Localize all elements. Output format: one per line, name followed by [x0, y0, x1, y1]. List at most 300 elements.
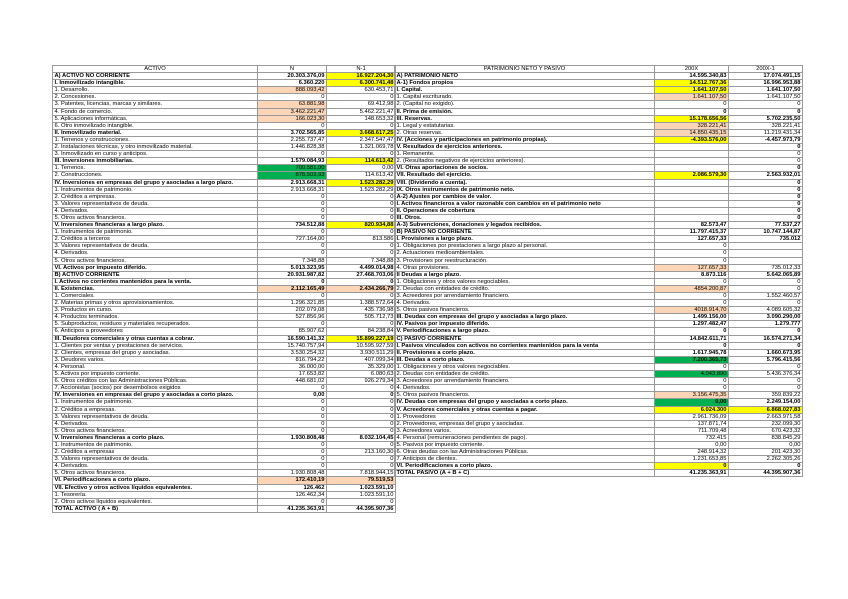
- value-current: 16.590.141,32: [258, 335, 327, 342]
- table-row: [395, 285, 803, 292]
- table-row: [53, 236, 396, 243]
- column-header: N: [258, 66, 327, 73]
- row-label: 2. Deudas con entidades de crédito.: [395, 285, 655, 292]
- value-current: 2.112.165,49: [258, 285, 327, 292]
- row-label: A) ACTIVO NO CORRIENTE: [53, 73, 258, 80]
- table-row: [395, 108, 803, 115]
- table-row: [395, 257, 803, 264]
- value-current: 734.512,88: [258, 222, 327, 229]
- row-label: A) PATRIMONIO NETO: [395, 73, 655, 80]
- row-label: V. Acreedores comerciales y otras cuentas a pagar.: [395, 406, 655, 413]
- row-label: 5. Otros activos financieros.: [53, 257, 258, 264]
- value-current: 1.641.107,50: [655, 87, 729, 94]
- value-current: 0: [655, 463, 729, 470]
- table-row: [395, 293, 803, 300]
- table-row: [395, 214, 803, 221]
- value-current: 1.579.084,93: [258, 158, 327, 165]
- value-current: 126.462,34: [258, 491, 327, 498]
- value-previous: 0: [327, 278, 396, 285]
- table-row: [53, 427, 396, 434]
- value-previous: 0: [729, 207, 803, 214]
- value-previous: 35.329,00: [327, 363, 396, 370]
- value-current: 0: [258, 293, 327, 300]
- table-row: [395, 392, 803, 399]
- value-previous: 213.160,30: [327, 449, 396, 456]
- row-label: V. Periodificaciones a largo plazo.: [395, 328, 655, 335]
- value-previous: 0: [729, 363, 803, 370]
- value-current: 85.907,62: [258, 328, 327, 335]
- row-label: 6. Otro inmovilizado intangible.: [53, 122, 258, 129]
- table-row: [53, 413, 396, 420]
- value-previous: 2.434.266,79: [327, 285, 396, 292]
- table-row: [53, 108, 396, 115]
- row-label: B) ACTIVO CORRIENTE: [53, 271, 258, 278]
- value-current: 0: [655, 278, 729, 285]
- value-previous: 2.249.154,00: [729, 399, 803, 406]
- value-previous: 6.300.741,48: [327, 80, 396, 87]
- value-current: 0: [655, 101, 729, 108]
- table-row: [53, 456, 396, 463]
- row-label: III. Otros.: [395, 214, 655, 221]
- table-row: [53, 434, 396, 441]
- value-current: 63.881,98: [258, 101, 327, 108]
- row-label: 3. Inmovilizado en curso y anticipos.: [53, 151, 258, 158]
- row-label: I. Inmovilizado intangible.: [53, 80, 258, 87]
- table-row: [53, 314, 396, 321]
- value-previous: 0: [729, 158, 803, 165]
- value-current: 0: [258, 463, 327, 470]
- value-current: 0: [258, 151, 327, 158]
- table-row: [53, 115, 396, 122]
- row-label: 1. Obligaciones y otros valores negociables.: [395, 363, 655, 370]
- value-current: 732.415: [655, 434, 729, 441]
- value-current: [655, 186, 729, 193]
- row-label: 1. Remanente.: [395, 151, 655, 158]
- table-row: [53, 179, 396, 186]
- table-row: [395, 94, 803, 101]
- row-label: 2. Materias primas y otros aprovisionamientos.: [53, 300, 258, 307]
- row-label: I. Provisiones a largo plazo.: [395, 236, 655, 243]
- value-previous: 0: [327, 456, 396, 463]
- value-previous: 114.613,42: [327, 158, 396, 165]
- value-previous: 0: [729, 144, 803, 151]
- value-previous: 7.348,88: [327, 257, 396, 264]
- row-label: 5. Otros pasivos financieros.: [395, 307, 655, 314]
- table-row: [395, 314, 803, 321]
- table-row: [395, 158, 803, 165]
- table-row: [53, 214, 396, 221]
- value-previous: 0: [729, 108, 803, 115]
- value-current: 0: [258, 406, 327, 413]
- table-row: [395, 172, 803, 179]
- row-label: 3. Acreedores por arrendamiento financiero.: [395, 378, 655, 385]
- row-label: 2. Proveedores, empresas del grupo y asociadas.: [395, 420, 655, 427]
- table-row: [53, 498, 396, 505]
- row-label: 3. Acreedores por arrendamiento financiero.: [395, 293, 655, 300]
- value-current: 127.657,33: [655, 236, 729, 243]
- value-previous: 16.574.271,34: [729, 335, 803, 342]
- table-row: [53, 229, 396, 236]
- value-current: [655, 193, 729, 200]
- column-header: 200X-1: [729, 66, 803, 73]
- table-row: [395, 349, 803, 356]
- value-previous: 0: [729, 186, 803, 193]
- value-previous: 0: [729, 385, 803, 392]
- table-row: [53, 278, 396, 285]
- value-current: 248.914,32: [655, 449, 729, 456]
- value-previous: 0: [327, 392, 396, 399]
- row-label: 5. Activos por impuesto corriente.: [53, 371, 258, 378]
- row-label: 1. Instrumentos de patrimonio.: [53, 229, 258, 236]
- value-current: [655, 179, 729, 186]
- value-previous: 6.868.027,83: [729, 406, 803, 413]
- table-row: [395, 456, 803, 463]
- row-label: 2. Deudas con entidades de crédito.: [395, 371, 655, 378]
- table-row: [395, 342, 803, 349]
- value-current: 0: [258, 456, 327, 463]
- table-row: [53, 285, 396, 292]
- value-previous: [729, 243, 803, 250]
- table-row: [395, 328, 803, 335]
- value-previous: 0: [327, 498, 396, 505]
- value-current: 0: [655, 328, 729, 335]
- table-row: [395, 129, 803, 136]
- table-row: [395, 441, 803, 448]
- table-row: [53, 200, 396, 207]
- value-previous: 2.347.547,47: [327, 136, 396, 143]
- value-previous: 0: [327, 214, 396, 221]
- table-row: [53, 222, 396, 229]
- row-label: 1. Desarrollo.: [53, 87, 258, 94]
- value-current: 4018.914,70: [655, 307, 729, 314]
- value-previous: [729, 257, 803, 264]
- value-previous: 5.436.376,34: [729, 371, 803, 378]
- row-label: 2. Otros activos líquidos equivalentes.: [53, 498, 258, 505]
- value-previous: 0: [327, 406, 396, 413]
- table-row: [53, 342, 396, 349]
- table-row: [395, 356, 803, 363]
- value-previous: 1.523.282,29: [327, 186, 396, 193]
- value-current: 11.797.415,37: [655, 229, 729, 236]
- value-current: 0: [258, 413, 327, 420]
- value-previous: 0: [729, 151, 803, 158]
- value-previous: 0: [327, 229, 396, 236]
- value-previous: 0: [729, 342, 803, 349]
- row-label: 2. (Capital no exigido).: [395, 101, 655, 108]
- table-row: [395, 406, 803, 413]
- table-row: [395, 165, 803, 172]
- row-label: 2. Concesiones.: [53, 94, 258, 101]
- value-current: 0,00: [655, 441, 729, 448]
- table-row: [53, 264, 396, 271]
- value-current: 14.842.611,71: [655, 335, 729, 342]
- row-label: 4. Derivados.: [53, 250, 258, 257]
- value-previous: 0: [327, 385, 396, 392]
- value-current: -4.393.576,00: [655, 136, 729, 143]
- row-label: 2. Instalaciones técnicas, y otro inmovilizado material.: [53, 144, 258, 151]
- value-previous: 0: [327, 200, 396, 207]
- table-row: [53, 477, 396, 484]
- row-label: 2. Clientes, empresas del grupo y asociadas.: [53, 349, 258, 356]
- pasivo-table: [394, 65, 803, 477]
- value-current: 5.013.323,95: [258, 264, 327, 271]
- table-row: [53, 371, 396, 378]
- column-header: PATRIMONIO NETO Y PASIVO: [395, 66, 655, 73]
- row-label: II. Existencias.: [53, 285, 258, 292]
- row-label: 2. Construcciones.: [53, 172, 258, 179]
- value-previous: 114.613,42: [327, 172, 396, 179]
- row-label: IV. Inversiones en empresas del grupo y asociadas a corto plazo.: [53, 392, 258, 399]
- value-previous: 505.712,73: [327, 314, 396, 321]
- table-row: [395, 122, 803, 129]
- value-current: 0: [258, 193, 327, 200]
- value-previous: 232.099,30: [729, 420, 803, 427]
- value-previous: 813.586: [327, 236, 396, 243]
- value-previous: 1.279.777: [729, 321, 803, 328]
- row-label: 1. Legal y estatutarias.: [395, 122, 655, 129]
- table-row: [53, 158, 396, 165]
- value-current: 0,00: [655, 399, 729, 406]
- value-previous: 0: [327, 427, 396, 434]
- row-label: I. Activos financieros a valor razonable con cambios en el patrimonio neto: [395, 200, 655, 207]
- table-row: [395, 378, 803, 385]
- table-row: [53, 300, 396, 307]
- table-row: [395, 300, 803, 307]
- row-label: VIII. (Dividendo a cuenta).: [395, 179, 655, 186]
- table-row: [395, 335, 803, 342]
- table-row: [53, 491, 396, 498]
- table-row: [395, 193, 803, 200]
- row-label: A-1) Fondos propios: [395, 80, 655, 87]
- table-row: [53, 363, 396, 370]
- row-label: 3. Valores representativos de deuda.: [53, 200, 258, 207]
- row-label: 4. Fondo de comercio.: [53, 108, 258, 115]
- value-previous: 0: [729, 328, 803, 335]
- value-previous: 16.927.204,30: [327, 73, 396, 80]
- table-row: [53, 505, 396, 512]
- row-label: B) PASIVO NO CORRIENTE: [395, 229, 655, 236]
- row-label: III. Deudas a corto plazo.: [395, 356, 655, 363]
- value-previous: 0: [327, 122, 396, 129]
- table-row: [53, 420, 396, 427]
- row-label: A-2) Ajustes por cambios de valor.: [395, 193, 655, 200]
- value-previous: 3.930.511,29: [327, 349, 396, 356]
- table-row: [395, 470, 803, 477]
- value-current: 2.913.668,31: [258, 186, 327, 193]
- value-previous: -4.457.973,79: [729, 136, 803, 143]
- value-current: 878.503,93: [258, 172, 327, 179]
- row-label: 3. Productos en curso.: [53, 307, 258, 314]
- row-label: IX. Otros instrumentos de patrimonio neto.: [395, 186, 655, 193]
- right-header-row: [395, 66, 803, 73]
- row-label: V. Inversiones financieras a corto plazo.: [53, 434, 258, 441]
- table-row: [53, 207, 396, 214]
- row-label: 4. Derivados.: [395, 300, 655, 307]
- value-previous: 0: [729, 378, 803, 385]
- value-current: 4854.200,87: [655, 285, 729, 292]
- table-row: [53, 356, 396, 363]
- value-current: 1.297.482,47: [655, 321, 729, 328]
- value-current: 14.512.767,36: [655, 80, 729, 87]
- value-previous: 17.074.491,15: [729, 73, 803, 80]
- row-label: III. Deudas con empresas del grupo y asociadas a largo plazo.: [395, 314, 655, 321]
- value-current: 727.164,00: [258, 236, 327, 243]
- value-current: 0: [258, 229, 327, 236]
- table-row: [53, 193, 396, 200]
- table-row: [395, 449, 803, 456]
- value-current: [655, 207, 729, 214]
- table-row: [53, 186, 396, 193]
- value-current: 0: [258, 214, 327, 221]
- value-previous: 0: [327, 243, 396, 250]
- value-previous: 1.523.282,29: [327, 179, 396, 186]
- table-row: [395, 229, 803, 236]
- table-row: [395, 179, 803, 186]
- value-previous: 1.388.572,64: [327, 300, 396, 307]
- value-previous: 1.641.107,50: [729, 94, 803, 101]
- row-label: 4. Derivados.: [53, 463, 258, 470]
- value-previous: [729, 250, 803, 257]
- value-current: 0: [655, 300, 729, 307]
- table-row: [395, 427, 803, 434]
- value-current: 0: [655, 243, 729, 250]
- row-label: VI. Periodificaciones a corto plazo.: [395, 463, 655, 470]
- value-current: 8.873.116: [655, 271, 729, 278]
- row-label: 4. Personal (remuneraciones pendientes de pago).: [395, 434, 655, 441]
- table-row: [53, 378, 396, 385]
- row-label: 1. Comerciales.: [53, 293, 258, 300]
- table-row: [395, 222, 803, 229]
- value-previous: 0: [327, 94, 396, 101]
- row-label: 3. Valores representativos de deuda.: [53, 413, 258, 420]
- row-label: 2. Créditos a terceros: [53, 236, 258, 243]
- row-label: 1. Terrenos y construcciones.: [53, 136, 258, 143]
- value-current: 3.156.475,35: [655, 392, 729, 399]
- table-row: [395, 80, 803, 87]
- value-previous: 670.423,32: [729, 427, 803, 434]
- table-row: [53, 392, 396, 399]
- table-row: [53, 335, 396, 342]
- value-current: 41.235.363,91: [655, 470, 729, 477]
- row-label: II. Operaciones de cobertura: [395, 207, 655, 214]
- row-label: 2. Créditos a empresas.: [53, 406, 258, 413]
- value-current: 0: [258, 385, 327, 392]
- value-previous: 16.996.953,88: [729, 80, 803, 87]
- row-label: VI. Periodificaciones a corto plazo.: [53, 477, 258, 484]
- row-label: 3. Provisiones por reestructuración.: [395, 257, 655, 264]
- row-label: 5. Aplicaciones informáticas.: [53, 115, 258, 122]
- value-previous: 0,00: [729, 441, 803, 448]
- value-previous: 1.660.673,95: [729, 349, 803, 356]
- row-label: V. Resultados de ejercicios anteriores.: [395, 144, 655, 151]
- value-previous: 79.519,53: [327, 477, 396, 484]
- table-row: [53, 385, 396, 392]
- value-current: 0: [655, 363, 729, 370]
- value-current: 15.178.656,56: [655, 115, 729, 122]
- row-label: IV. (Acciones y participaciones en patrimonio propias).: [395, 136, 655, 143]
- value-current: 328.221,41: [655, 122, 729, 129]
- row-label: III. Deudores comerciales y otras cuentas a cobrar.: [53, 335, 258, 342]
- value-previous: 5.462.221,47: [327, 108, 396, 115]
- value-current: 0: [258, 498, 327, 505]
- value-previous: 44.395.907,36: [729, 470, 803, 477]
- value-current: 1.930.808,48: [258, 434, 327, 441]
- value-previous: 0: [729, 200, 803, 207]
- value-current: 14.850.435,15: [655, 129, 729, 136]
- row-label: 6. Otras deudas con las Administraciones Públicas.: [395, 449, 655, 456]
- value-previous: 0: [729, 463, 803, 470]
- value-current: 1.641.107,50: [655, 94, 729, 101]
- row-label: 4. Productos terminados.: [53, 314, 258, 321]
- value-previous: 5.796.415,56: [729, 356, 803, 363]
- value-current: 6.360.220: [258, 80, 327, 87]
- row-label: VII. Efectivo y otros activos líquidos equivalentes.: [53, 484, 258, 491]
- value-previous: 2.262.305,26: [729, 456, 803, 463]
- table-row: [395, 236, 803, 243]
- value-previous: 0: [729, 300, 803, 307]
- value-previous: 5.702.235,50: [729, 115, 803, 122]
- value-current: 0: [655, 108, 729, 115]
- table-row: [53, 406, 396, 413]
- value-current: [655, 165, 729, 172]
- table-row: [53, 144, 396, 151]
- table-row: [395, 363, 803, 370]
- value-current: 17.653,82: [258, 371, 327, 378]
- row-label: 1. Clientes por ventas y prestaciones de servicios.: [53, 342, 258, 349]
- table-row: [53, 307, 396, 314]
- value-current: 14.595.340,83: [655, 73, 729, 80]
- row-label: 5. Otros activos financieros.: [53, 470, 258, 477]
- value-current: 82.573,47: [655, 222, 729, 229]
- value-current: 15.740.757,94: [258, 342, 327, 349]
- value-current: [655, 214, 729, 221]
- row-label: 1. Proveedores: [395, 413, 655, 420]
- value-current: 1.296.321,85: [258, 300, 327, 307]
- value-previous: 0: [327, 207, 396, 214]
- table-row: [53, 271, 396, 278]
- row-label: 3. Valores representativos de deuda.: [53, 456, 258, 463]
- value-current: 0: [655, 385, 729, 392]
- value-previous: 7.818.944,15: [327, 470, 396, 477]
- row-label: I. Activos no corrientes mantenidos para la venta.: [53, 278, 258, 285]
- value-current: 0: [258, 122, 327, 129]
- table-row: [53, 101, 396, 108]
- table-row: [395, 151, 803, 158]
- row-label: 3. Patentes, licencias, marcas y similares.: [53, 101, 258, 108]
- row-label: 1. Obligaciones y otros valores negociables.: [395, 278, 655, 285]
- table-row: [395, 144, 803, 151]
- value-previous: 77.537,27: [729, 222, 803, 229]
- value-current: 448.681,02: [258, 378, 327, 385]
- row-label: 2. Otras reservas.: [395, 129, 655, 136]
- row-label: 7. Anticipos de clientes.: [395, 456, 655, 463]
- row-label: A-3) Subvenciones, donaciones y legados recibidos.: [395, 222, 655, 229]
- value-current: 0: [655, 250, 729, 257]
- value-current: 6.024.300: [655, 406, 729, 413]
- table-row: [53, 250, 396, 257]
- row-label: 1. Instrumentos de patrimonio.: [53, 441, 258, 448]
- row-label: VI. Activos por impuesto diferido.: [53, 264, 258, 271]
- table-row: [395, 264, 803, 271]
- row-label: 4. Derivados.: [53, 420, 258, 427]
- table-row: [53, 151, 396, 158]
- value-current: 172.410,19: [258, 477, 327, 484]
- row-label: 5. Otros pasivos financieros.: [395, 392, 655, 399]
- value-previous: 0: [327, 193, 396, 200]
- row-label: VII. Resultado del ejercicio.: [395, 172, 655, 179]
- row-label: 4. Otras provisiones.: [395, 264, 655, 271]
- table-row: [395, 207, 803, 214]
